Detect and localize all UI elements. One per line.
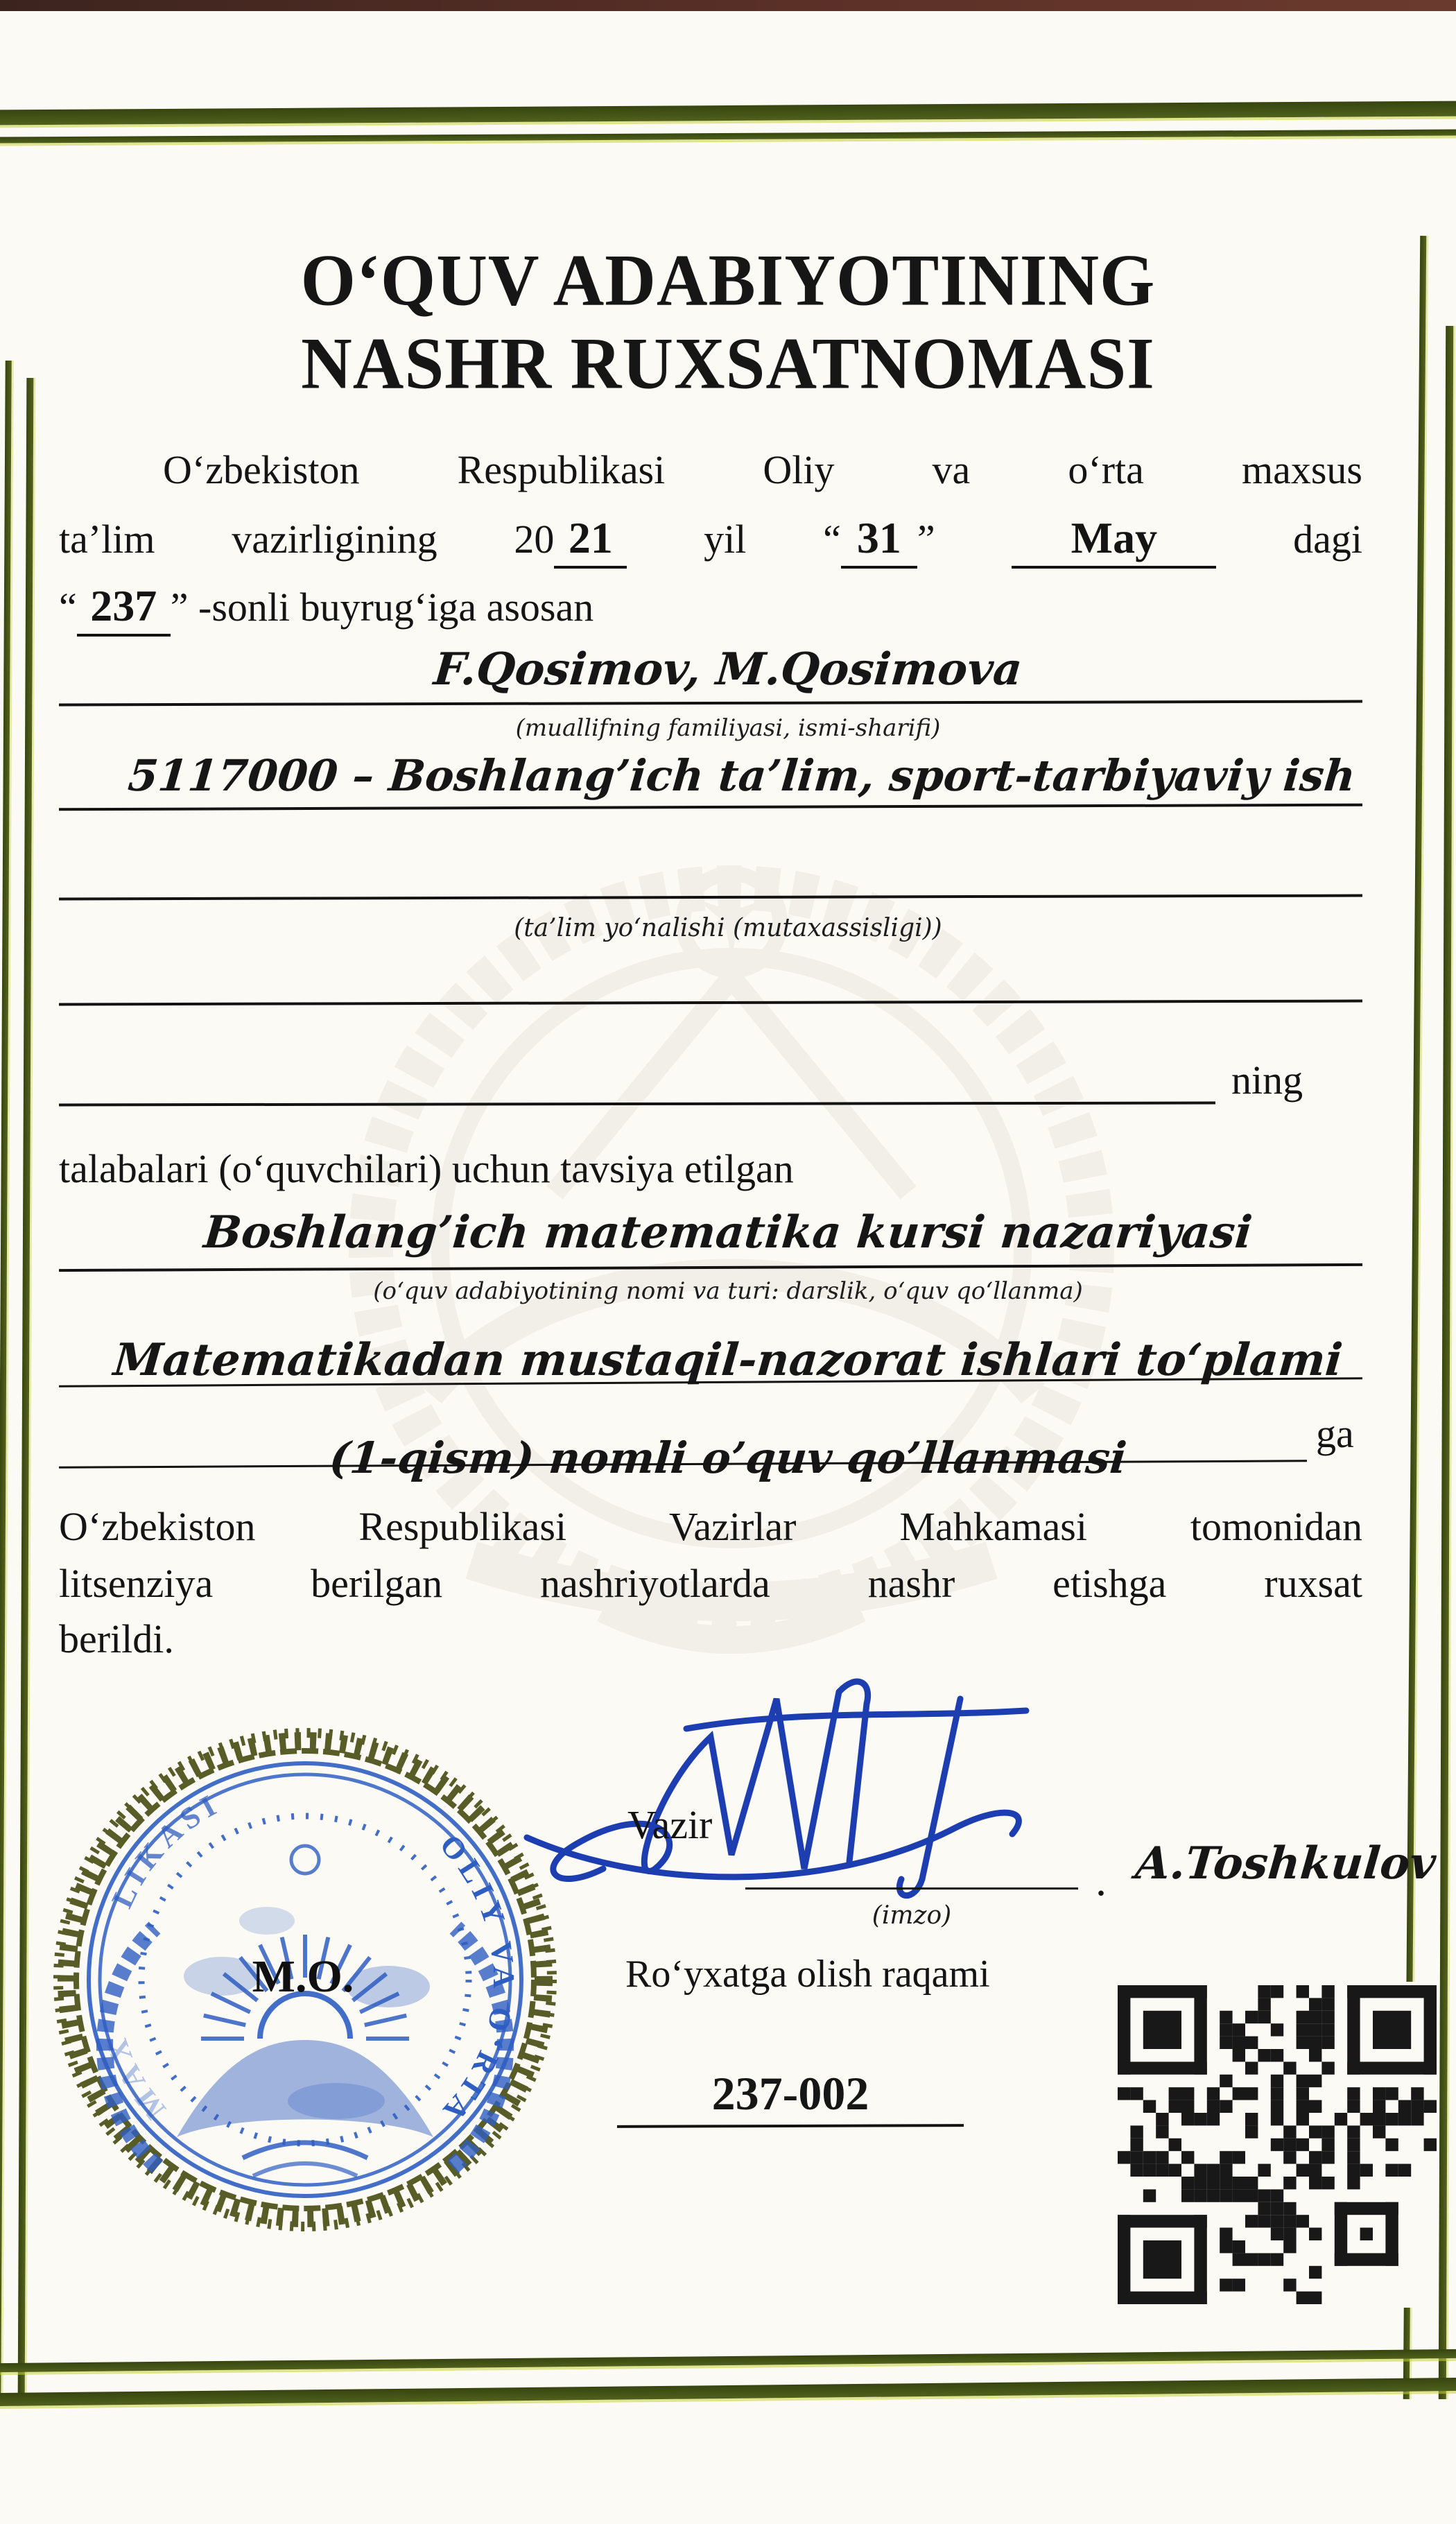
book-title-handwritten: Boshlang’ich matematika kursi nazariyasi: [201, 1207, 1255, 1259]
minister-label: Vazir: [627, 1802, 713, 1847]
seal-ring-text-left: LIKASI: [105, 1786, 227, 1913]
ministry-seal: [38, 1713, 572, 2247]
svg-text:✶: ✶: [688, 865, 775, 980]
seal-emblem: [105, 1846, 505, 2176]
frame-bottom-line-thin: [0, 2349, 1456, 2372]
frame-top-line-thin: [0, 129, 1456, 143]
scan-edge-strip: [0, 0, 1456, 11]
svg-text:LIKASI: [105, 1786, 226, 1913]
authors-caption: (muallifning familiyasi, ismi-sharifi): [515, 714, 941, 742]
intro-word-talim: ta’lim: [59, 517, 155, 562]
day-open-quote: “: [823, 517, 841, 562]
imzo-caption: (imzo): [872, 1901, 952, 1930]
intro-line3: [59, 578, 1362, 637]
specialty-caption: (ta’lim yo‘nalishi (mutaxassisligi)): [514, 914, 942, 942]
qr-code: [1118, 1982, 1437, 2308]
intro-line2: [59, 510, 1362, 569]
book-caption: (o‘quv adabiyotining nomi va turi: darslik, o‘quv qo‘llanma): [373, 1277, 1083, 1305]
seal-ring-text-right: MAX: [98, 2029, 173, 2126]
frame-top-line-thick: [0, 101, 1456, 126]
recommended-line: talabalari (o‘quvchilari) uchun tavsiya etilgan: [59, 1146, 794, 1191]
book-title3-handwritten: (1-qism) nomli o’quv qo’llanmasi: [327, 1433, 1129, 1483]
ning-suffix: ning: [1231, 1057, 1303, 1103]
minister-name: A.Toshkulov: [1133, 1838, 1438, 1890]
form-rule-authors: [59, 700, 1362, 707]
year-prefix: 20: [514, 517, 555, 562]
closing-line3: berildi.: [59, 1616, 174, 1661]
intro-line3-rest: -sonli buyrug‘iga asosan: [198, 585, 594, 630]
day-field: [823, 510, 935, 569]
closing-line2: litsenziya berilgan nashriyotlarda nashr etishga ruxsat: [59, 1561, 1362, 1606]
day-close-quote: ”: [917, 517, 935, 562]
frame-bottom-line-thick: [0, 2378, 1456, 2406]
registration-number: 237-002: [711, 2067, 869, 2120]
document-title-line1: O‘QUV ADABIYOTINING: [300, 239, 1156, 322]
registration-label: Ro‘yxatga olish raqami: [625, 1953, 990, 1996]
month-handwritten-value: May: [1071, 513, 1158, 562]
intro-word-yil: yil: [704, 517, 747, 562]
authors-handwritten: F.Qosimov, M.Qosimova: [431, 643, 1025, 695]
ga-suffix: ga: [1316, 1411, 1354, 1456]
specialty-handwritten: 5117000 – Boshlang’ich ta’lim, sport-tarbiyaviy ish: [125, 750, 1358, 801]
order-close-quote: ”: [170, 585, 189, 630]
intro-word-vazirligining: vazirligining: [232, 517, 437, 562]
year-handwritten-value: 21: [568, 513, 613, 562]
minister-signature: [478, 1661, 1116, 1917]
year-field: [514, 510, 627, 569]
month-field: [1012, 510, 1216, 569]
intro-line1: O‘zbekiston Respublikasi Oliy va o‘rta maxsus: [163, 447, 1362, 492]
closing-line1: O‘zbekiston Respublikasi Vazirlar Mahkamasi tomonidan: [59, 1504, 1362, 1549]
seal-mo-label: M.O.: [252, 1951, 354, 2002]
day-handwritten-value: 31: [856, 513, 901, 562]
document-title-line2: NASHR RUXSATNOMASI: [301, 322, 1155, 405]
registration-underline: [617, 2124, 964, 2128]
order-open-quote: “: [59, 585, 77, 630]
signature-period: .: [1095, 1856, 1107, 1905]
signature-rule: [745, 1887, 1078, 1890]
book-title2-handwritten: Matematikadan mustaqil-nazorat ishlari to‘plami: [111, 1334, 1345, 1386]
seal-ring-text-top: OLIY VA O‘RTA: [433, 1828, 521, 2132]
intro-word-dagi: dagi: [1293, 517, 1362, 562]
order-number-handwritten: 237: [90, 581, 157, 630]
